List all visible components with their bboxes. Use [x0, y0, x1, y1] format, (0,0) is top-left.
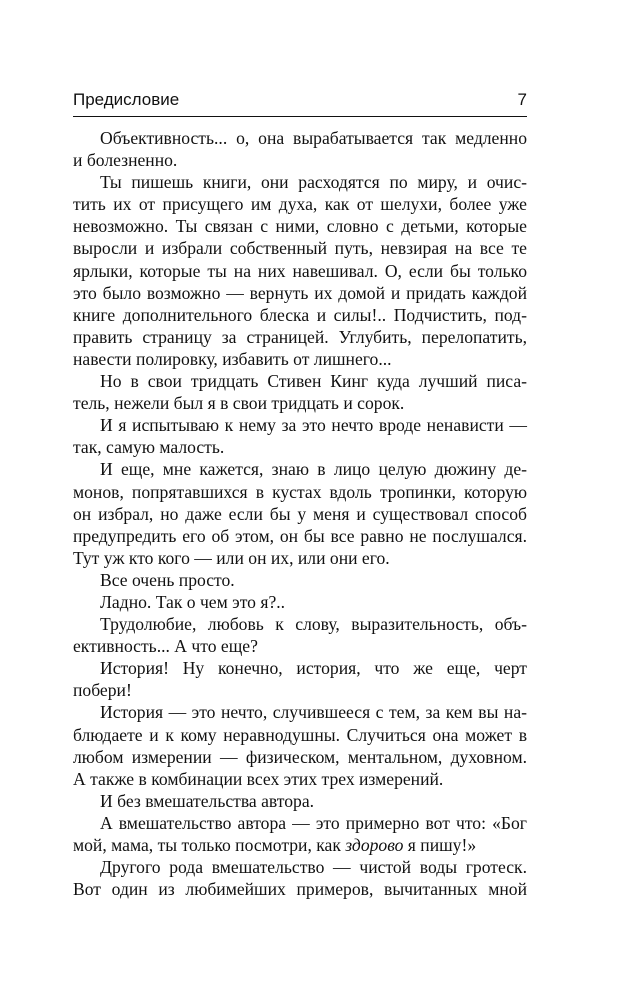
paragraph — [73, 591, 527, 613]
text-line: История! Ну конечно, история, что же еще, черт — [100, 658, 527, 679]
paragraph — [73, 657, 527, 701]
text-line: монов, попрятавшихся в кустах вдоль тропинки, которую — [73, 481, 527, 502]
text-line: любом измерении — физическом, ментальном, духовном. — [73, 746, 527, 767]
paragraph — [73, 790, 527, 812]
text-line: и болезненно. — [73, 150, 178, 171]
paragraph — [73, 856, 527, 900]
text-line: тель, нежели был я в свои тридцать и сорок. — [73, 393, 405, 414]
text-line: это было возможно — вернуть их домой и придать каждой — [73, 282, 527, 303]
section-title: Предисловие — [73, 90, 180, 109]
text-line: И я испытываю к нему за это нечто вроде ненависти — — [100, 415, 527, 436]
paragraph — [73, 812, 527, 856]
paragraph — [73, 171, 527, 370]
text-line: Но в свои тридцать Стивен Кинг куда лучший писа- — [100, 371, 527, 392]
text-line: блюдаете и к кому неравнодушны. Случиться она может в — [73, 724, 527, 745]
text-line: И без вмешательства автора. — [100, 790, 315, 811]
text-line: предупредить его об этом, он бы все равно не послушался. — [73, 525, 527, 546]
italic-emphasis: здорово — [345, 835, 404, 855]
paragraph — [73, 414, 527, 458]
text-line — [73, 834, 527, 856]
text-line: побери! — [73, 680, 132, 701]
text-line: Другого рода вмешательство — чистой воды гротеск. — [100, 857, 527, 878]
paragraph — [73, 127, 527, 171]
paragraph — [73, 458, 527, 568]
text-line: выросли и избрали собственный путь, невзирая на все те — [73, 238, 527, 259]
text-line: он избрал, но даже если бы у меня и существовал способ — [73, 503, 527, 524]
paragraph — [73, 613, 527, 657]
paragraph — [73, 569, 527, 591]
text-line: тить их от присущего им духа, как от шелухи, более уже — [73, 194, 527, 215]
text-fragment: мой, мама, ты только посмотри, как — [73, 835, 346, 855]
paragraph — [73, 370, 527, 414]
text-line: ярлыки, которые ты на них навешивал. О, если бы только — [73, 260, 527, 281]
text-line: книге дополнительного блеска и силы!.. Подчистить, под- — [73, 304, 527, 325]
page-number: 7 — [517, 90, 527, 109]
text-line: Ты пишешь книги, они расходятся по миру, и очис- — [100, 172, 527, 193]
text-line: А также в комбинации всех этих трех измерений. — [73, 768, 444, 789]
text-line: Тут уж кто кого — или он их, или они его. — [73, 547, 390, 568]
header-rule — [73, 116, 527, 117]
text-line: Вот один из любимейших примеров, вычитанных мной — [73, 879, 527, 900]
text-line: невозможно. Ты связан с ними, словно с детьми, которые — [73, 216, 527, 237]
text-line: И еще, мне кажется, знаю в лицо целую дюжину де- — [100, 459, 527, 480]
text-line: А вмешательство автора — это примерно вот что: «Бог — [100, 812, 527, 833]
text-line: Объективность... о, она вырабатывается так медленно — [100, 128, 527, 148]
running-head — [73, 90, 527, 110]
text-line: Трудолюбие, любовь к слову, выразительность, объ- — [100, 614, 527, 635]
text-line: так, самую малость. — [73, 437, 225, 458]
paragraph — [73, 701, 527, 789]
text-line: править страницу за страницей. Углубить, перелопатить, — [73, 326, 527, 347]
text-line: навести полировку, избавить от лишнего... — [73, 348, 392, 369]
text-line: Ладно. Так о чем это я?.. — [100, 591, 286, 612]
body-text — [73, 127, 527, 900]
text-line: Все очень просто. — [100, 569, 235, 590]
text-line: История — это нечто, случившееся с тем, за кем вы на- — [100, 702, 527, 723]
text-line: ективность... А что еще? — [73, 636, 258, 657]
text-fragment: я пишу!» — [403, 835, 477, 855]
